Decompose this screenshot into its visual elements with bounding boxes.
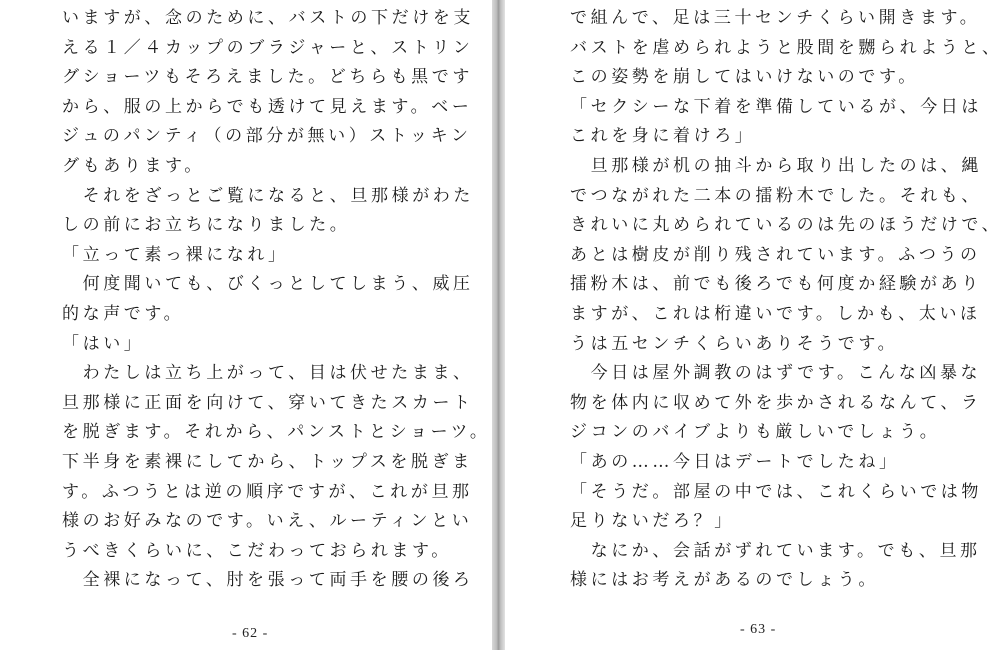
text-line: うべきくらいに、こだわっておられます。 [62, 540, 452, 561]
text-line: 「セクシーな下着を準備しているが、今日は [570, 96, 982, 117]
text-line: 的な声です。 [62, 303, 185, 324]
text-line: 様のお好みなのです。いえ、ルーティンとい [62, 511, 473, 532]
page-number-right: - 63 - [740, 622, 777, 637]
text-line: ジュのパンティ（の部分が無い）ストッキン [62, 126, 472, 147]
text-line: 「はい」 [62, 333, 145, 354]
page-number-left: - 62 - [232, 626, 269, 641]
text-line: でつながれた二本の擂粉木でした。それも、 [570, 185, 982, 206]
text-line: 「あの……今日はデートでしたね」 [570, 451, 900, 472]
text-line: を脱ぎます。それから、パンストとショーツ。 [62, 422, 491, 443]
text-line: ますが、これは桁違いです。しかも、太いほ [570, 303, 981, 324]
text-line: 「そうだ。部屋の中では、これくらいでは物 [570, 481, 982, 502]
text-line: きれいに丸められているのは先のほうだけで、 [570, 215, 1003, 236]
text-line: この姿勢を崩してはいけないのです。 [570, 67, 919, 88]
text-line: 物を体内に収めて外を歩かされるなんて、ラ [570, 392, 982, 413]
text-line: グもあります。 [62, 155, 205, 176]
text-line: いますが、念のために、バストの下だけを支 [62, 8, 474, 28]
text-line: ジコンのバイブよりも厳しいでしょう。 [570, 422, 941, 443]
text-line: うは五センチくらいありそうです。 [570, 333, 899, 354]
text-line: バストを虐められようと股間を嬲られようと、 [570, 37, 1003, 58]
text-line: 今日は屋外調教のはずです。こんな凶暴な [570, 363, 982, 384]
text-line: から、服の上からでも透けて見えます。ベー [62, 96, 473, 117]
text-line: しの前にお立ちになりました。 [62, 215, 351, 236]
text-line: 足りないだろ？」 [570, 511, 735, 532]
right-page-text [570, 4, 1003, 596]
text-line: あとは樹皮が削り残されています。ふつうの [570, 244, 981, 265]
text-line: なにか、会話がずれています。でも、旦那 [570, 540, 981, 561]
left-page [0, 0, 492, 650]
text-line: える１／４カップのブラジャーと、ストリン [62, 37, 474, 58]
text-line: 何度聞いても、びくっとしてしまう、威圧 [62, 274, 474, 295]
text-line: す。ふつうとは逆の順序ですが、これが旦那 [62, 481, 473, 502]
left-page-text [62, 4, 491, 596]
page-gutter [492, 0, 505, 650]
text-line: 全裸になって、肘を張って両手を腰の後ろ [62, 570, 474, 591]
text-line: 旦那様に正面を向けて、穿いてきたスカート [62, 392, 474, 413]
text-line: これを身に着けろ」 [570, 126, 756, 147]
text-line: 旦那様が机の抽斗から取り出したのは、縄 [570, 155, 982, 176]
text-line: で組んで、足は三十センチくらい開きます。 [570, 8, 981, 28]
text-line: それをざっとご覧になると、旦那様がわた [62, 185, 474, 206]
text-line: 下半身を素裸にしてから、トップスを脱ぎま [62, 451, 473, 472]
text-line: 擂粉木は、前でも後ろでも何度か経験があり [570, 274, 982, 295]
text-line: 様にはお考えがあるのでしょう。 [570, 570, 879, 591]
text-line: 「立って素っ裸になれ」 [62, 244, 289, 265]
text-line: わたしは立ち上がって、目は伏せたまま、 [62, 363, 474, 384]
text-line: グショーツもそろえました。どちらも黒です [62, 67, 473, 88]
